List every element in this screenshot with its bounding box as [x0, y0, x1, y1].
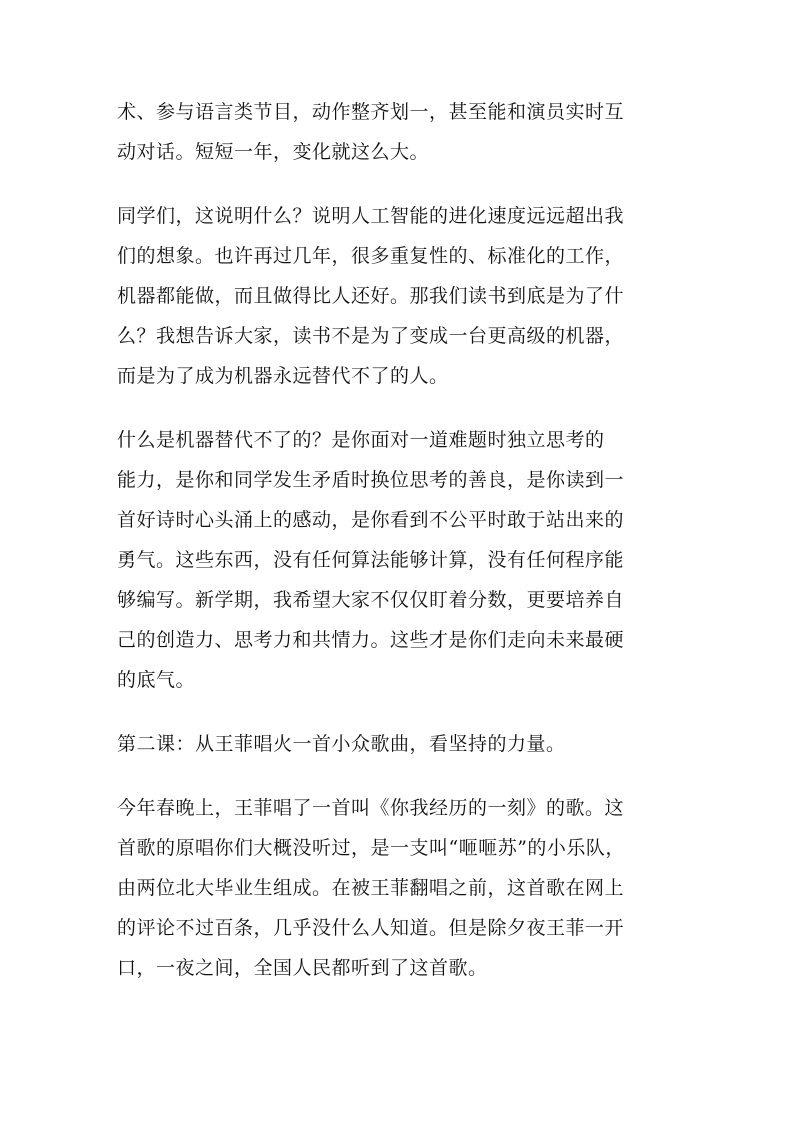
- text-line: 什么是机器替代不了的？是你面对一道难题时独立思考的: [117, 429, 605, 451]
- text-line: 今年春晚上，王菲唱了一首叫《你我经历的一刻》的歌。这: [117, 797, 625, 819]
- text-line: 动对话。短短一年，变化就这么大。: [117, 141, 430, 163]
- section-heading: 第二课：从王菲唱火一首小众歌曲，看坚持的力量。: [117, 733, 566, 755]
- text-line: 勇气。这些东西，没有任何算法能够计算，没有任何程序能: [117, 549, 625, 571]
- text-line: 机器都能做，而且做得比人还好。那我们读书到底是为了什: [117, 285, 625, 307]
- text-line: 口，一夜之间，全国人民都听到了这首歌。: [117, 957, 488, 979]
- paragraph-2: [117, 196, 677, 396]
- paragraph-1: [117, 92, 677, 172]
- text-line: 的评论不过百条，几乎没什么人知道。但是除夕夜王菲一开: [117, 917, 625, 939]
- text-line: 能力，是你和同学发生矛盾时换位思考的善良，是你读到一: [117, 469, 625, 491]
- text-line: 的底气。: [117, 669, 196, 691]
- text-line: 首好诗时心头涌上的感动，是你看到不公平时敢于站出来的: [117, 509, 625, 531]
- paragraph-3: [117, 420, 677, 700]
- text-line: 够编写。新学期，我希望大家不仅仅盯着分数，更要培养自: [117, 589, 625, 611]
- text-line: 由两位北大毕业生组成。在被王菲翻唱之前，这首歌在网上: [117, 877, 625, 899]
- paragraph-5: [117, 788, 677, 988]
- document-page: [117, 92, 677, 1012]
- text-line: 首歌的原唱你们大概没听过，是一支叫“咂咂苏”的小乐队，: [117, 837, 625, 859]
- text-line: 术、参与语言类节目，动作整齐划一，甚至能和演员实时互: [117, 101, 625, 123]
- text-line: 而是为了成为机器永远替代不了的人。: [117, 365, 449, 387]
- text-line: 们的想象。也许再过几年，很多重复性的、标准化的工作，: [117, 245, 625, 267]
- text-line: 己的创造力、思考力和共情力。这些才是你们走向未来最硬: [117, 629, 625, 651]
- section-heading-paragraph: [117, 724, 677, 764]
- text-line: 么？我想告诉大家，读书不是为了变成一台更高级的机器，: [117, 325, 625, 347]
- text-line: 同学们，这说明什么？说明人工智能的进化速度远远超出我: [117, 205, 625, 227]
